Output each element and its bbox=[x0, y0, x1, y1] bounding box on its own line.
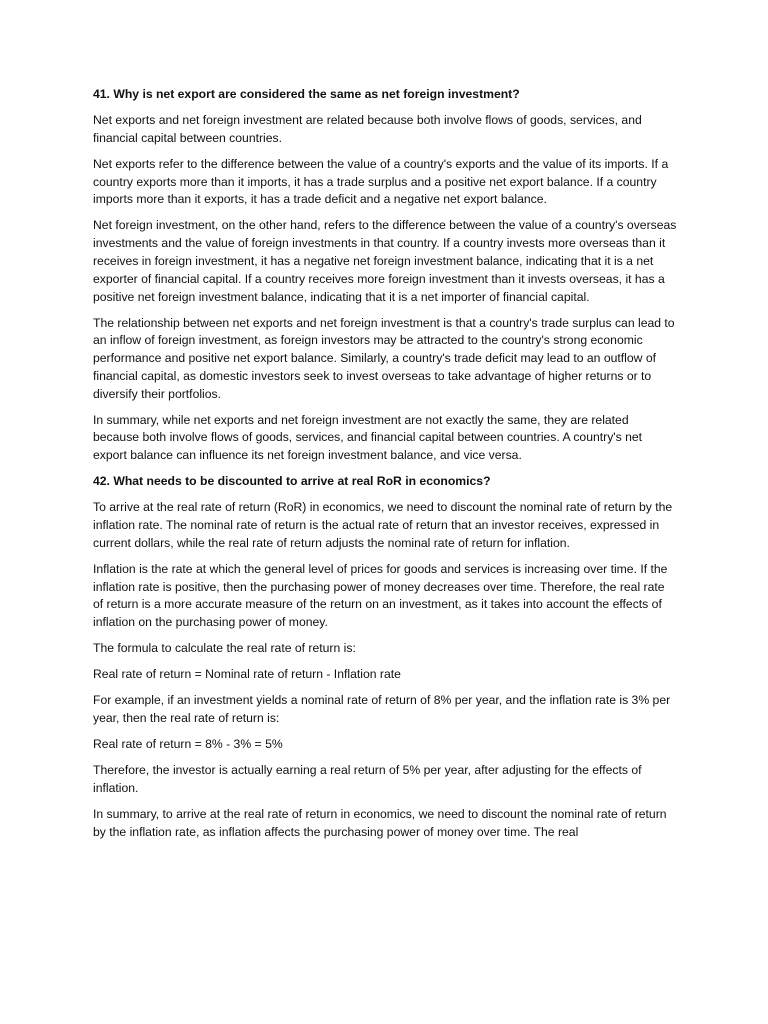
question-41-heading: 41. Why is net export are considered the same as net foreign investment? bbox=[93, 87, 520, 101]
formula-intro: The formula to calculate the real rate of return is: bbox=[93, 641, 356, 656]
paragraph: Net exports and net foreign investment are related because both involve flows of goods, services, and financial capital between countries. bbox=[93, 112, 642, 145]
document-page bbox=[93, 86, 678, 850]
formula-example: Real rate of return = 8% - 3% = 5% bbox=[93, 736, 283, 751]
paragraph: The relationship between net exports and net foreign investment is that a country's trade surplus can lead to an inflow of foreign investment, as foreign investors may be attracted to the country's strong economic performance and positive net export balance. Similarly, a country's trade deficit may lead to an outflow of financial capital, as domestic investors seek to invest overseas to take advantage of higher returns or to diversify their portfolios. bbox=[93, 315, 675, 401]
paragraph: To arrive at the real rate of return (RoR) in economics, we need to discount the nominal rate of return by the inflation rate. The nominal rate of return is the actual rate of return that an investor receives, expressed in current dollars, while the real rate of return adjusts the nominal rate of return for inflation. bbox=[93, 500, 673, 550]
question-42-heading: 42. What needs to be discounted to arrive at real RoR in economics? bbox=[93, 474, 491, 489]
paragraph: In summary, while net exports and net foreign investment are not exactly the same, they are related because both involve flows of goods, services, and financial capital between countries. A country's net export balance can influence its net foreign investment balance, and vice versa. bbox=[93, 412, 643, 463]
paragraph: Net exports refer to the difference between the value of a country's exports and the value of its imports. If a country exports more than it imports, it has a trade surplus and a positive net export balance. If a country imports more than it exports, it has a trade deficit and a negative net export balance. bbox=[93, 156, 669, 207]
paragraph: For example, if an investment yields a nominal rate of return of 8% per year, and the inflation rate is 3% per year, then the real rate of return is: bbox=[93, 693, 671, 725]
formula: Real rate of return = Nominal rate of return - Inflation rate bbox=[93, 667, 401, 682]
paragraph: In summary, to arrive at the real rate of return in economics, we need to discount the nominal rate of return by the inflation rate, as inflation affects the purchasing power of money over time. The real bbox=[93, 806, 667, 839]
paragraph: Therefore, the investor is actually earning a real return of 5% per year, after adjusting for the effects of inflation. bbox=[93, 762, 642, 795]
paragraph: Net foreign investment, on the other hand, refers to the difference between the value of a country's overseas investments and the value of foreign investments in that country. If a country invests more overseas than it receives in foreign investment, it has a negative net foreign investment balance, indicating that it is a net exporter of financial capital. If a country receives more foreign investment than it invests overseas, it has a positive net foreign investment balance, indicating that it is a net importer of financial capital. bbox=[93, 218, 677, 304]
paragraph: Inflation is the rate at which the general level of prices for goods and services is increasing over time. If the inflation rate is positive, then the purchasing power of money decreases over time. Therefore, the real rate of return is a more accurate measure of the return on an investment, as it takes into account the effects of inflation on the purchasing power of money. bbox=[93, 561, 668, 630]
